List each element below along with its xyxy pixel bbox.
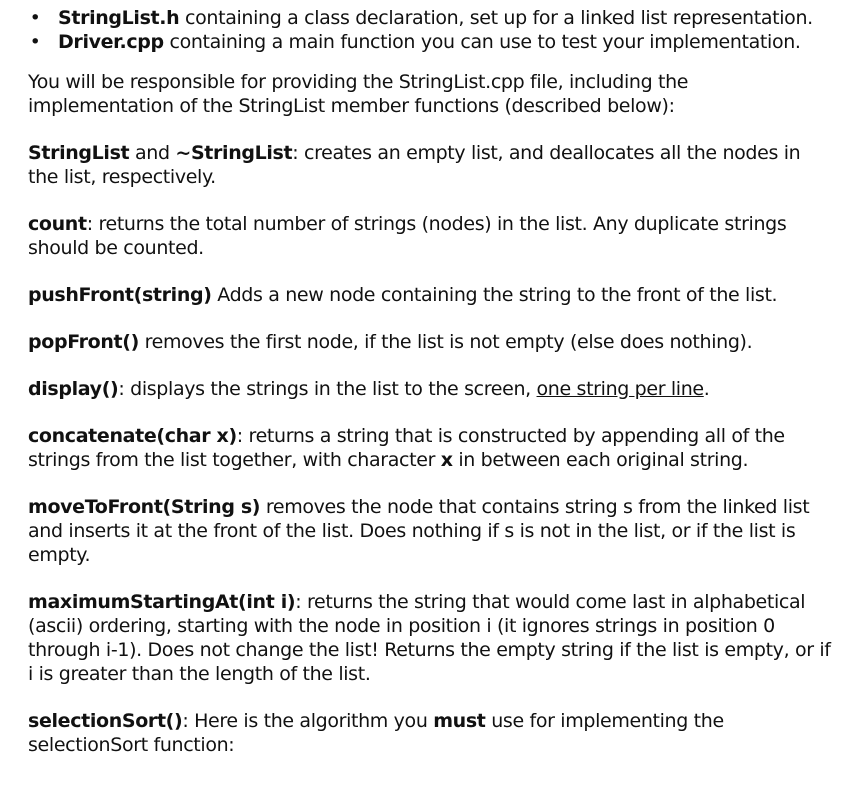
function-concatenate: concatenate(char x): returns a string that is constructed by appending all of the strings from the list together, with character x in between each original string. [28, 425, 785, 471]
function-name: pushFront(string) [28, 284, 212, 306]
bold-char-x: x [440, 449, 453, 471]
document-page [28, 6, 834, 780]
function-name: count [28, 213, 87, 235]
file-name: Driver.cpp [58, 31, 164, 53]
bullet-icon: • [29, 7, 41, 29]
function-count [28, 212, 834, 260]
function-name: selectionSort() [28, 710, 183, 732]
function-name: display() [28, 378, 119, 400]
function-description: removes the node that contains string s from the linked list and inserts it at the front of the list. Does nothing if s is not in the list, or if the list is empty. [28, 496, 810, 566]
file-description: containing a main function you can use to test your implementation. [163, 31, 801, 53]
function-description: : Here is the algorithm you [182, 710, 434, 732]
function-name: StringList [28, 142, 130, 164]
function-description: : displays the strings in the list to the screen, [118, 378, 537, 400]
function-selectionsort: selectionSort(): Here is the algorithm you must use for implementing the selectionSort function: [28, 710, 724, 756]
underlined-text: one string per line [536, 378, 704, 400]
list-item [28, 6, 834, 30]
function-name: moveToFront(String s) [28, 496, 261, 518]
file-list [28, 6, 834, 54]
function-name: maximumStartingAt(int i) [28, 591, 296, 613]
function-name: ~StringList [175, 142, 293, 164]
list-item [28, 30, 834, 54]
function-name: concatenate(char x) [28, 425, 237, 447]
function-name: popFront() [28, 331, 139, 353]
function-description: : creates an empty list, and deallocates all the nodes in the list, respectively. [28, 142, 801, 188]
function-display: display(): displays the strings in the list to the screen, one string per line. [28, 378, 710, 400]
function-description: Adds a new node containing the string to the front of the list. [211, 284, 778, 306]
function-movetofront [28, 495, 834, 567]
function-description: : returns the total number of strings (nodes) in the list. Any duplicate strings should be counted. [28, 213, 787, 259]
bullet-icon: • [29, 31, 41, 53]
file-description: containing a class declaration, set up for a linked list representation. [179, 7, 813, 29]
file-name: StringList.h [58, 7, 180, 29]
function-description: removes the first node, if the list is not empty (else does nothing). [138, 331, 753, 353]
function-description: : returns the string that would come last in alphabetical (ascii) ordering, starting with the node in position i (it ignores strings in position 0 through i-1). Does not change the list! Returns the empty string if the list is empty, or if i is greater than the length of the list. [28, 591, 831, 685]
intro-paragraph: You will be responsible for providing the StringList.cpp file, including the implementation of the StringList member functions (described below): [28, 71, 689, 117]
function-constructor-destructor: StringList and ~StringList: creates an empty list, and deallocates all the nodes in the list, respectively. [28, 142, 801, 188]
bold-must: must [433, 710, 486, 732]
function-description: : returns a string that is constructed by appending all of the strings from the list together, with character [28, 425, 785, 471]
function-maximumstartingat [28, 590, 834, 686]
function-popfront [28, 330, 834, 354]
function-pushfront [28, 283, 834, 307]
